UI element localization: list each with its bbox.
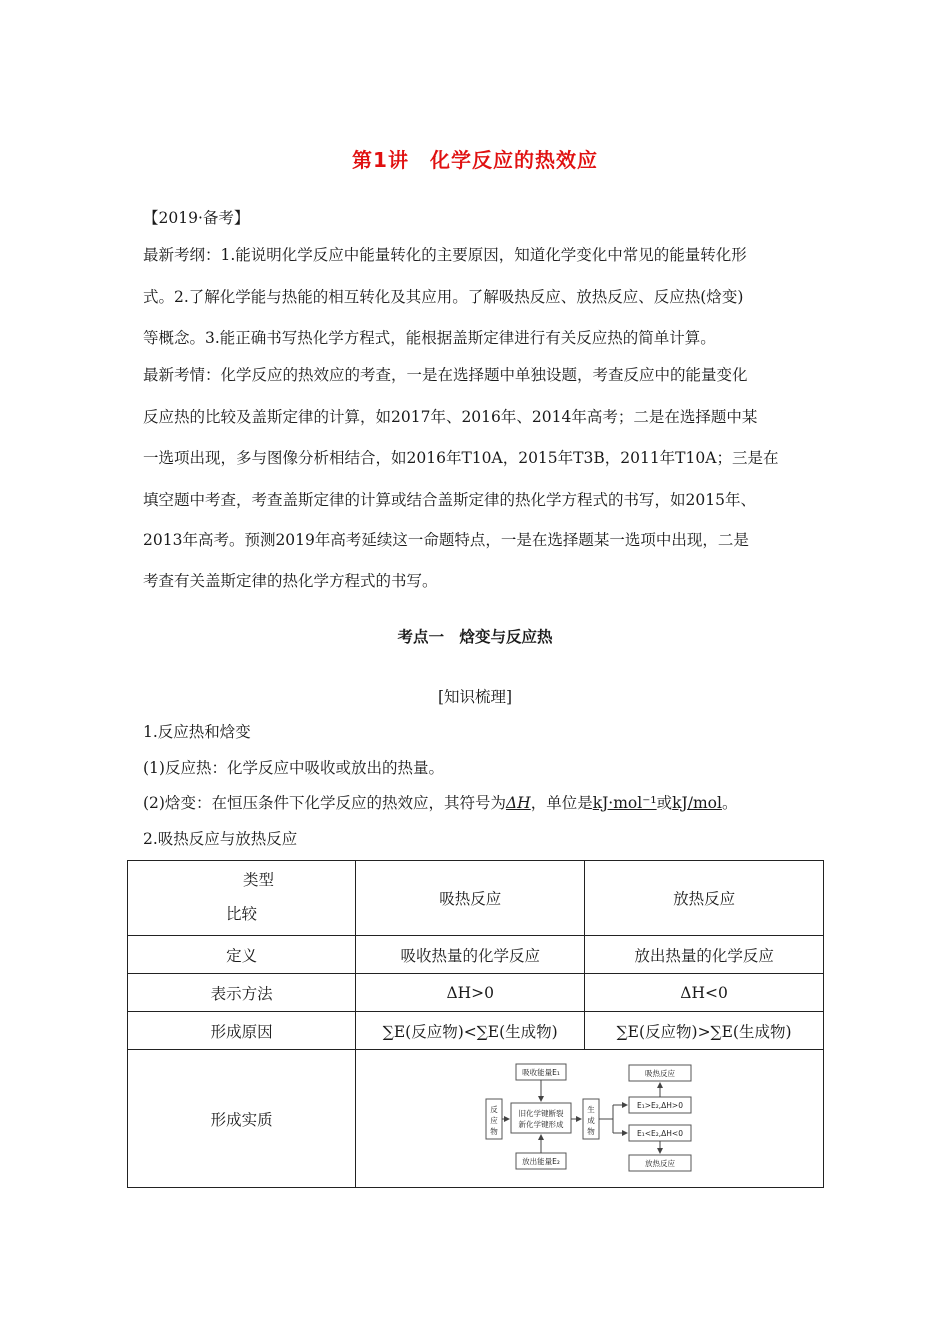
item1-2	[143, 793, 737, 813]
item1-heading: 1.反应热和焓变	[143, 723, 251, 741]
exam-trend-line: 填空题中考查，考查盖斯定律的计算或结合盖斯定律的热化学方程式的书写，如2015年、	[143, 491, 756, 509]
bond-break-label: 旧化学键断裂	[518, 1108, 564, 1118]
release-energy-label: 放出能量E₂	[522, 1156, 561, 1166]
row-label: 定义	[128, 936, 356, 974]
header-endothermic: 吸热反应	[356, 861, 585, 936]
item1-2-prefix: (2)焓变：在恒压条件下化学反应的热效应，其符号为	[143, 794, 506, 812]
syllabus-line: 最新考纲：1.能说明化学反应中能量转化的主要原因，知道化学变化中常见的能量转化形	[143, 246, 747, 264]
enthalpy-symbol: ΔH	[505, 794, 531, 812]
section-title: 考点一 焓变与反应热	[397, 628, 553, 646]
table-row	[128, 974, 824, 1012]
table-corner-cell	[128, 861, 356, 936]
header-compare: 比较	[226, 905, 258, 923]
exam-trend-line: 一选项出现，多与图像分析相结合，如2016年T10A，2015年T3B，2011年T10A；三是在	[143, 449, 779, 467]
exo-condition-label: E₁<E₂,ΔH<0	[637, 1128, 684, 1138]
unit-2: kJ/mol	[672, 794, 722, 812]
item2-heading: 2.吸热反应与放热反应	[143, 830, 298, 848]
item1-1: (1)反应热：化学反应中吸收或放出的热量。	[143, 759, 444, 777]
row-label: 形成实质	[128, 1050, 356, 1188]
item1-2-mid: ，单位是	[530, 794, 593, 812]
syllabus-line: 等概念。3.能正确书写热化学方程式，能根据盖斯定律进行有关反应热的简单计算。	[143, 329, 716, 347]
essence-diagram-cell	[356, 1050, 824, 1188]
header-type: 类型	[243, 871, 275, 889]
table-row	[128, 936, 824, 974]
item1-2-or: 或	[656, 794, 673, 812]
item1-2-end: 。	[721, 794, 738, 812]
reactants-char: 应	[490, 1115, 499, 1125]
exam-trend-line: 2013年高考。预测2019年高考延续这一命题特点，一是在选择题某一选项中出现，二是	[143, 531, 749, 549]
unit-1: kJ·mol⁻¹	[592, 794, 657, 812]
reactants-char: 反	[490, 1104, 499, 1114]
table-header-row	[128, 861, 824, 936]
products-char: 成	[587, 1115, 596, 1125]
prep-tag: 【2019·备考】	[143, 209, 250, 227]
cell-exo: ∑E(反应物)>∑E(生成物)	[585, 1012, 824, 1050]
subsection-title: [知识梳理]	[437, 688, 513, 706]
products-char: 生	[587, 1104, 596, 1114]
cell-exo: 放出热量的化学反应	[585, 936, 824, 974]
exam-trend-line: 考查有关盖斯定律的热化学方程式的书写。	[143, 572, 438, 590]
row-label: 表示方法	[128, 974, 356, 1012]
cell-endo: ΔH>0	[356, 974, 585, 1012]
endo-condition-label: E₁>E₂,ΔH>0	[637, 1100, 684, 1110]
products-char: 物	[587, 1126, 596, 1136]
endo-result-label: 吸热反应	[645, 1068, 676, 1078]
cell-endo: 吸收热量的化学反应	[356, 936, 585, 974]
table-row	[128, 1012, 824, 1050]
exam-trend-line: 最新考情：化学反应的热效应的考查，一是在选择题中单独设题，考查反应中的能量变化	[143, 366, 748, 384]
syllabus-line: 式。2.了解化学能与热能的相互转化及其应用。了解吸热反应、放热反应、反应热(焓变)	[143, 288, 744, 306]
essence-diagram	[483, 1063, 713, 1175]
table-row-essence	[128, 1050, 824, 1188]
cell-exo: ΔH<0	[585, 974, 824, 1012]
exo-result-label: 放热反应	[645, 1158, 676, 1168]
header-exothermic: 放热反应	[585, 861, 824, 936]
cell-endo: ∑E(反应物)<∑E(生成物)	[356, 1012, 585, 1050]
page-title: 第1讲 化学反应的热效应	[352, 148, 598, 172]
comparison-table	[127, 860, 824, 1188]
absorb-energy-label: 吸收能量E₁	[522, 1067, 561, 1077]
bond-form-label: 新化学键形成	[518, 1119, 564, 1129]
row-label: 形成原因	[128, 1012, 356, 1050]
reactants-char: 物	[490, 1126, 499, 1136]
exam-trend-line: 反应热的比较及盖斯定律的计算，如2017年、2016年、2014年高考；二是在选择题中某	[143, 408, 758, 426]
